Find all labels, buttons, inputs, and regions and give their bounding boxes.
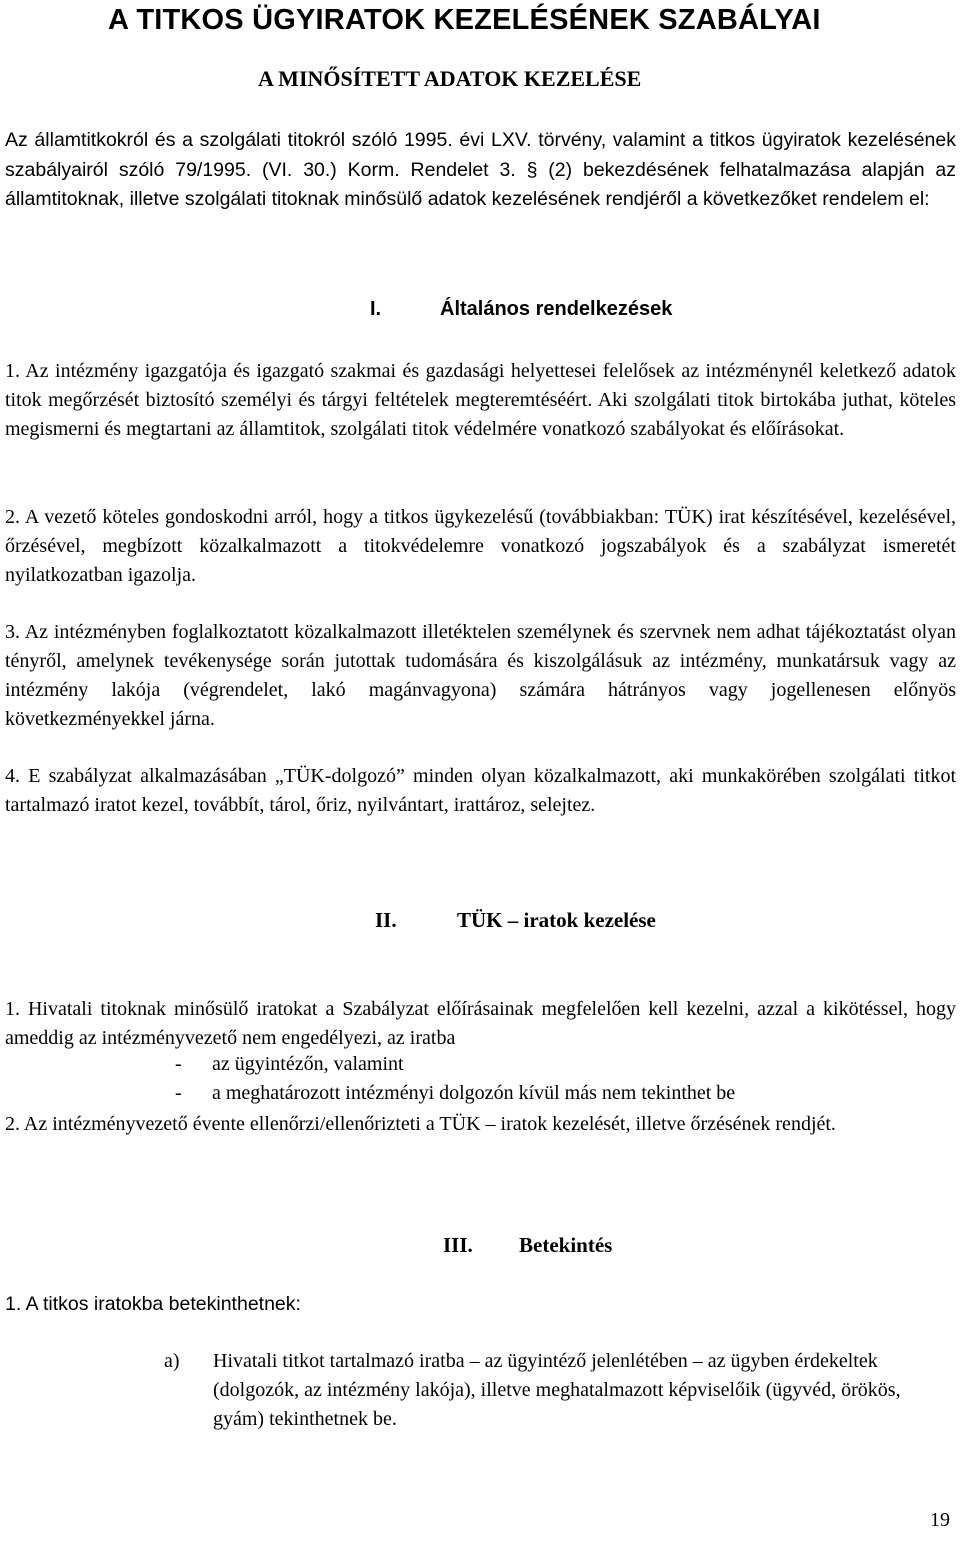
section-3-heading [443,1233,612,1258]
section-2-number: II. [375,908,397,932]
dash-list-item [175,1053,404,1076]
section-2-title: TÜK – iratok kezelése [457,908,656,932]
intro-paragraph: Az államtitkokról és a szolgálati titokról szóló 1995. évi LXV. törvény, valamint a titkos ügyiratok kezelésének szabályairól szóló 79/1995. (VI. 30.) Korm. Rendelet 3. § (2) bekezdésének felhatalmazása alapján az államtitoknak, illetve szolgálati titoknak minősülő adatok kezelésének rendjéről a következőket rendelem el: [5,129,956,210]
dash-list-item [175,1082,735,1105]
document-subtitle: A MINŐSÍTETT ADATOK KEZELÉSE [258,66,642,91]
section-3-paragraph-1: 1. A titkos iratokba betekinthetnek: [5,1293,301,1315]
section-2-paragraph-1: 1. Hivatali titoknak minősülő iratokat a Szabályzat előírásainak megfelelően kell kezelni, azzal a kikötéssel, hogy ameddig az intézményvezető nem engedélyezi, az iratba [5,998,956,1049]
dash-item-text: a meghatározott intézményi dolgozón kívül más nem tekinthet be [212,1082,736,1104]
section-1-heading [370,298,672,321]
page-number: 19 [930,1509,950,1531]
section-1-paragraph-1: 1. Az intézmény igazgatója és igazgató szakmai és gazdasági helyettesei felelősek az intézménynél keletkező adatok titok megőrzését biztosító személyi és tárgyi feltételek megteremtéséért. Aki szolgálati titok birtokába juthat, köteles megismerni és megtartani az államtitok, szolgálati titok védelmére vonatkozó szabályokat és előírásokat. [5,360,956,440]
section-1-number: I. [370,298,382,320]
section-3-number: III. [443,1233,473,1257]
dash-bullet: - [175,1082,182,1104]
dash-bullet: - [175,1053,182,1075]
section-1-paragraph-4: 4. E szabályzat alkalmazásában „TÜK-dolgozó” minden olyan közalkalmazott, aki munkakörében szolgálati titkot tartalmazó iratot kezel, továbbít, tárol, őriz, nyilvántart, irattároz, selejtez. [5,765,956,816]
dash-item-text: az ügyintézőn, valamint [212,1053,404,1075]
section-2-paragraph-2: 2. Az intézményvezető évente ellenőrzi/ellenőrizteti a TÜK – iratok kezelését, illetve őrzésének rendjét. [5,1113,836,1135]
section-1-paragraph-3: 3. Az intézményben foglalkoztatott közalkalmazott illetéktelen személynek és szervnek nem adhat tájékoztatást olyan tényről, amelynek tevékenysége során jutottak tudomására és kiszolgálásuk az intézmény, munkatársuk vagy az intézmény lakója (végrendelet, lakó magánvagyona) számára hátrányos vagy jogellenesen előnyös következményekkel járna. [5,621,956,730]
section-1-paragraph-2: 2. A vezető köteles gondoskodni arról, hogy a titkos ügykezelésű (továbbiakban: TÜK) irat készítésével, kezelésével, őrzésével, megbízott közalkalmazott a titokvédelemre vonatkozó jogszabályok és a szabályzat ismeretét nyilatkozatban igazolja. [5,506,956,586]
list-item-text: Hivatali titkot tartalmazó iratba – az ügyintéző jelenlétében – az ügyben érdekeltek (dolgozók, az intézmény lakója), illetve meghatalmazott képviselőik (ügyvéd, örökös, gyám) tekinthetnek be. [213,1350,901,1430]
section-3-title: Betekintés [519,1233,613,1257]
document-title: A TITKOS ÜGYIRATOK KEZELÉSÉNEK SZABÁLYAI [108,4,821,36]
list-item-label: a) [164,1350,180,1372]
section-2-heading [375,908,656,933]
section-1-title: Általános rendelkezések [440,298,673,320]
